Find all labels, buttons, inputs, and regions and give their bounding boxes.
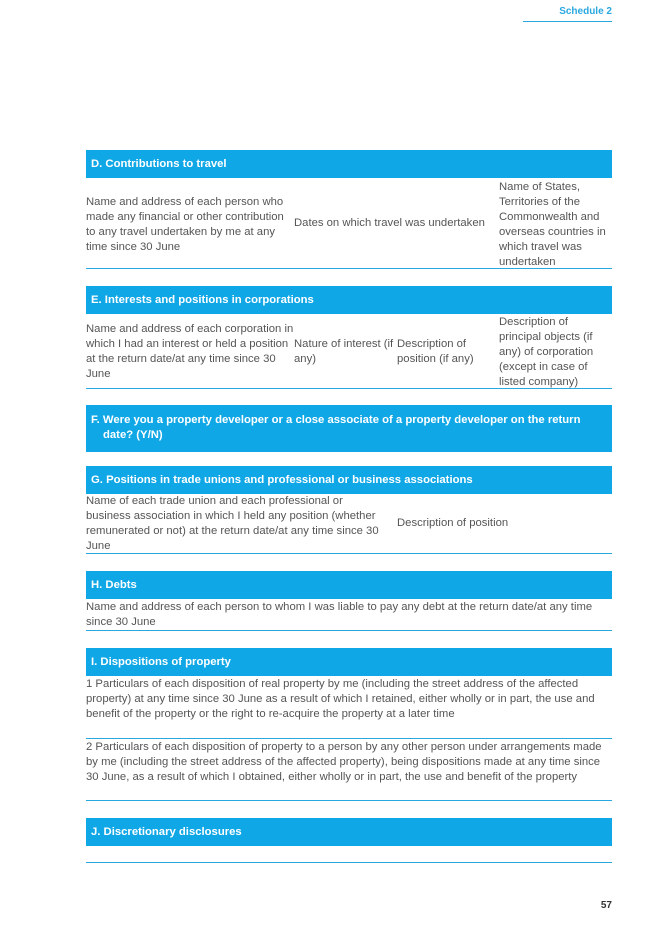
section-j-heading: J. Discretionary disclosures — [86, 818, 612, 846]
section-h-text: Name and address of each person to whom I was liable to pay any debt at the return date/at any time since 30 June — [86, 601, 593, 628]
section-e-col-objects: Description of principal objects (if any) of corporation (except in case of listed company) — [499, 316, 594, 388]
section-e-heading: E. Interests and positions in corporations — [86, 286, 612, 314]
section-i-item-2: 2 Particulars of each disposition of property to a person by any other person under arrangements made by me (including the street address of the affected property), being dispositions made at any time since 30 June, as a result of which I obtained, either wholly or in part, the use and benefit of the property — [86, 741, 602, 783]
section-d-heading: D. Contributions to travel — [86, 150, 612, 178]
section-g-col-association: Name of each trade union and each professional or business association in which I held any position (whether remunerated or not) at the return date/at any time since 30 June — [86, 495, 379, 552]
section-f-heading-line2: date? (Y/N) — [103, 429, 163, 441]
section-g-divider — [86, 553, 612, 554]
section-e-divider — [86, 388, 612, 389]
section-e-col-nature: Nature of interest (if any) — [294, 338, 394, 365]
section-h-heading: H. Debts — [86, 571, 612, 599]
section-e-col-position: Description of position (if any) — [397, 338, 474, 365]
section-i-heading: I. Dispositions of property — [86, 648, 612, 676]
page-number: 57 — [600, 900, 612, 911]
section-e-col-corporation: Name and address of each corporation in which I had an interest or held a position at the return date/at any time since 30 June — [86, 323, 294, 380]
section-g-heading: G. Positions in trade unions and professional or business associations — [86, 466, 612, 494]
section-d-col-countries: Name of States, Territories of the Commonwealth and overseas countries in which travel was undertaken — [499, 181, 606, 268]
section-i-divider-2 — [86, 800, 612, 801]
section-j-divider — [86, 862, 612, 863]
section-d-col-dates: Dates on which travel was undertaken — [294, 217, 485, 229]
section-h-divider — [86, 630, 612, 631]
section-d-col-name-address: Name and address of each person who made any financial or other contribution to any travel undertaken by me at any time since 30 June — [86, 196, 284, 253]
section-i-divider-1 — [86, 738, 612, 739]
section-g-col-position: Description of position — [397, 517, 509, 529]
schedule-label: Schedule 2 — [523, 6, 612, 22]
section-f-heading — [86, 405, 612, 452]
section-i-item-1: 1 Particulars of each disposition of real property by me (including the street address of the affected property) at any time since 30 June as a result of which I retained, either wholly or in part, the use and benefit of the property or the right to re-acquire the property at a later time — [86, 678, 595, 720]
section-d-divider — [86, 268, 612, 269]
section-f-heading-line1: F. Were you a property developer or a close associate of a property developer on the return — [91, 414, 581, 426]
